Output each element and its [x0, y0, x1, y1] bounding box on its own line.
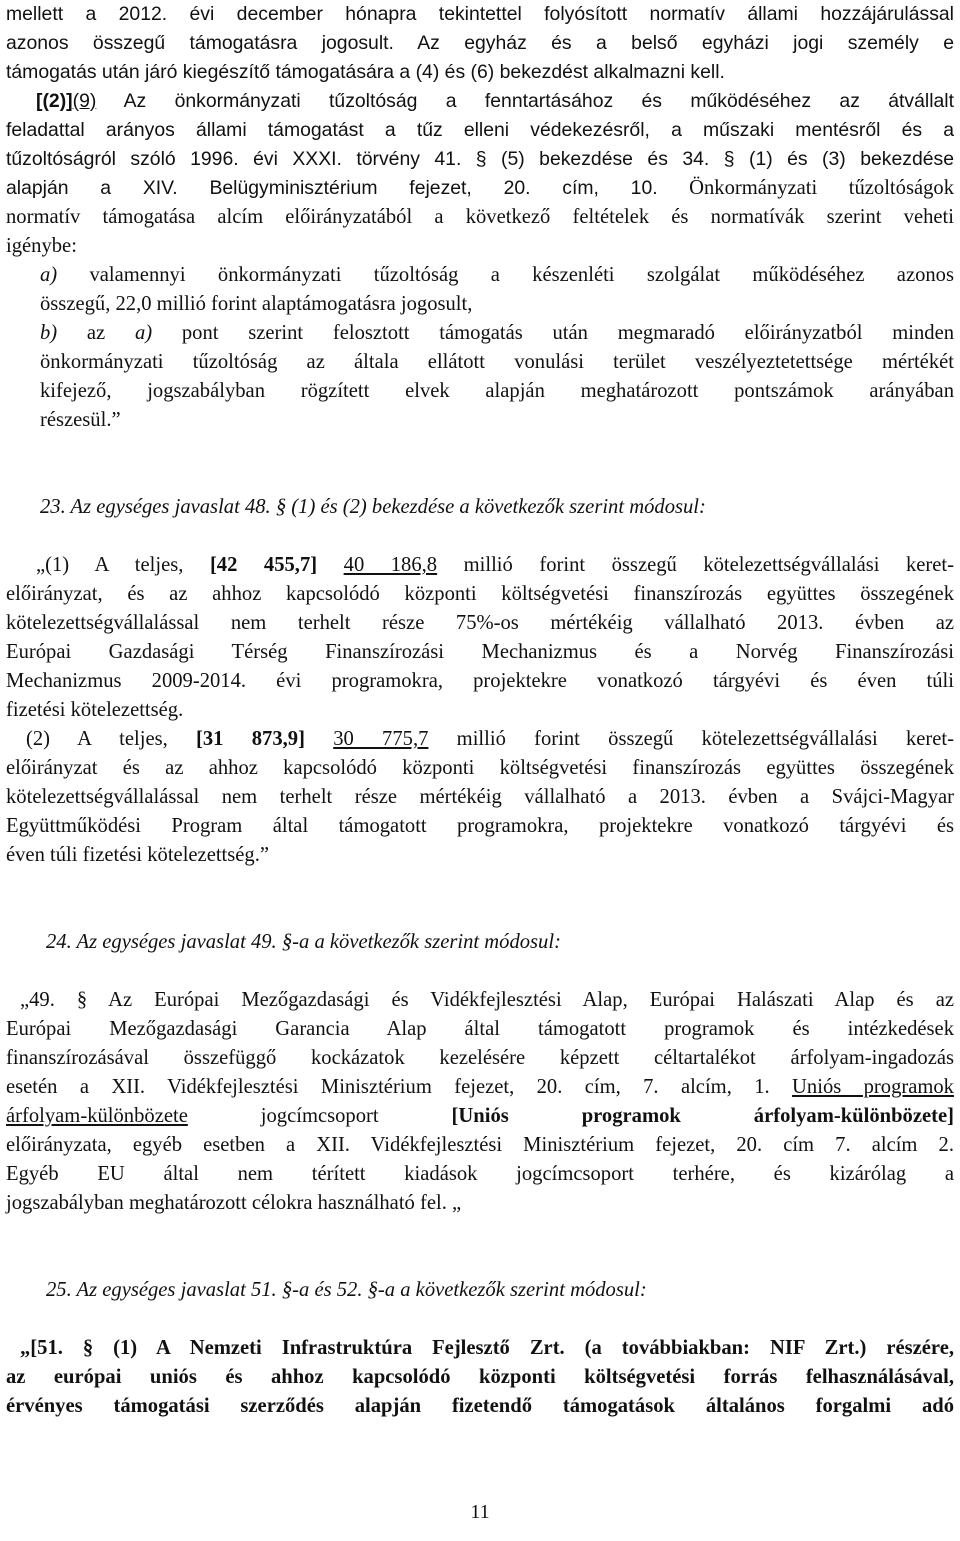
text-line: igénybe: [6, 235, 77, 257]
paragraph-9-line: [(2)](9) Az önkormányzati tűzoltóság a fenntartásához és működéséhez az átvállalt [36, 90, 954, 112]
text-line: „49. § Az Európai Mezőgazdasági és Vidékfejlesztési Alap, Európai Halászati Alap és az [20, 989, 954, 1011]
point-label: b) [40, 322, 58, 344]
text-line: kötelezettségvállalással nem terhelt része 75%-os mértékéig vállalható 2013. évben az [6, 612, 954, 634]
text-line: kifejező, jogszabályban rögzített elvek alapján meghatározott pontszámok arányában [40, 380, 954, 402]
text-line: Európai Mezőgazdasági Garancia Alap által támogatott programok és intézkedések [6, 1018, 954, 1040]
text-line: jogszabályban meghatározott célokra használható fel. „ [6, 1192, 462, 1214]
text-line: az európai uniós és ahhoz kapcsolódó központi költségvetési forrás felhasználásával, [6, 1366, 954, 1388]
text-line: feladattal arányos állami támogatást a tűz elleni védekezésről, a műszaki mentésről és a [6, 119, 954, 141]
text-line: azonos összegű támogatásra jogosult. Az egyház és a belső egyházi jogi személy e [6, 32, 954, 54]
text-line: összegű, 22,0 millió forint alaptámogatásra jogosult, [40, 293, 473, 315]
text-line: finanszírozásával összefüggő kockázatok kezelésére képzett céltartalékot árfolyam-ingadozás [6, 1047, 954, 1069]
inserted-marker: (9) [72, 90, 97, 112]
text-line: előirányzat és az ahhoz kapcsolódó központi költségvetési finanszírozás együttes összegének [6, 757, 954, 779]
text-line: Egyéb EU által nem térített kiadások jogcímcsoport terhére, és kizárólag a [6, 1163, 954, 1185]
deleted-amount: [31 873,9] [196, 728, 305, 750]
inserted-amount: 30 775,7 [333, 728, 429, 750]
deleted-marker: [(2)] [36, 90, 73, 112]
text-line: támogatás után járó kiegészítő támogatására a (4) és (6) bekezdést alkalmazni kell. [6, 61, 725, 83]
text-line: fizetési kötelezettség. [6, 699, 184, 721]
text-line: Európai Gazdasági Térség Finanszírozási Mechanizmus és a Norvég Finanszírozási [6, 641, 954, 663]
section-heading: 23. Az egységes javaslat 48. § (1) és (2) bekezdése a következők szerint módosul: [40, 496, 706, 518]
text-line: tűzoltóságról szóló 1996. évi XXXI. törvény 41. § (5) bekezdése és 34. § (1) és (3) bekezdése [6, 148, 954, 170]
text-line: (2) A teljes, [31 873,9] 30 775,7 millió forint összegű kötelezettségvállalási keret- [26, 728, 955, 750]
section-heading: 24. Az egységes javaslat 49. §-a a következők szerint módosul: [46, 931, 561, 953]
point-b: b) az a) pont szerint felosztott támogatás után megmaradó előirányzatból minden [40, 322, 955, 344]
text-line: érvényes támogatási szerződés alapján fizetendő támogatások általános forgalmi adó [6, 1395, 954, 1417]
text-line: Mechanizmus 2009-2014. évi programokra, projektekre vonatkozó tárgyévi és éven túli [6, 670, 954, 692]
text-line: Együttműködési Program által támogatott programokra, projektekre vonatkozó tárgyévi és [6, 815, 954, 837]
page-number: 11 [470, 1501, 490, 1523]
text-line: „[51. § (1) A Nemzeti Infrastruktúra Fejlesztő Zrt. (a továbbiakban: NIF Zrt.) részére, [20, 1337, 954, 1359]
text-line: esetén a XII. Vidékfejlesztési Minisztérium fejezet, 20. cím, 7. alcím, 1. Uniós programok [6, 1076, 954, 1098]
text-line: éven túli fizetési kötelezettség.” [6, 844, 270, 866]
text-line: előirányzat, és az ahhoz kapcsolódó központi költségvetési finanszírozás együttes összegének [6, 583, 954, 605]
text-line: normatív támogatása alcím előirányzatából a következő feltételek és normatívák szerint veheti [6, 206, 954, 228]
text-line: részesül.” [40, 409, 121, 431]
text-line: alapján a XIV. Belügyminisztérium fejezet, 20. cím, 10. Önkormányzati tűzoltóságok [6, 177, 954, 199]
inserted-amount: 40 186,8 [343, 554, 438, 576]
text-line: előirányzata, egyéb esetben a XII. Vidékfejlesztési Minisztérium fejezet, 20. cím 7. alcím 2. [6, 1134, 954, 1156]
section-heading: 25. Az egységes javaslat 51. §-a és 52. §-a a következők szerint módosul: [46, 1279, 647, 1301]
point-label: a) [40, 264, 58, 286]
text-line: önkormányzati tűzoltóság az általa ellátott vonulási terület veszélyeztetettsége mértékét [40, 351, 954, 373]
text-line: árfolyam-különbözete jogcímcsoport [Uniós programok árfolyam-különbözete] [6, 1105, 954, 1127]
text-line: mellett a 2012. évi december hónapra tekintettel folyósított normatív állami hozzájárulással [6, 3, 954, 25]
deleted-amount: [42 455,7] [209, 554, 318, 576]
point-a: a) valamennyi önkormányzati tűzoltóság a készenléti szolgálat működéséhez azonos [40, 264, 954, 286]
text-line: „(1) A teljes, [42 455,7] 40 186,8 millió forint összegű kötelezettségvállalási keret- [36, 554, 954, 576]
text-line: kötelezettségvállalással nem terhelt része mértékéig vállalható a 2013. évben a Svájci-Magyar [6, 786, 954, 808]
